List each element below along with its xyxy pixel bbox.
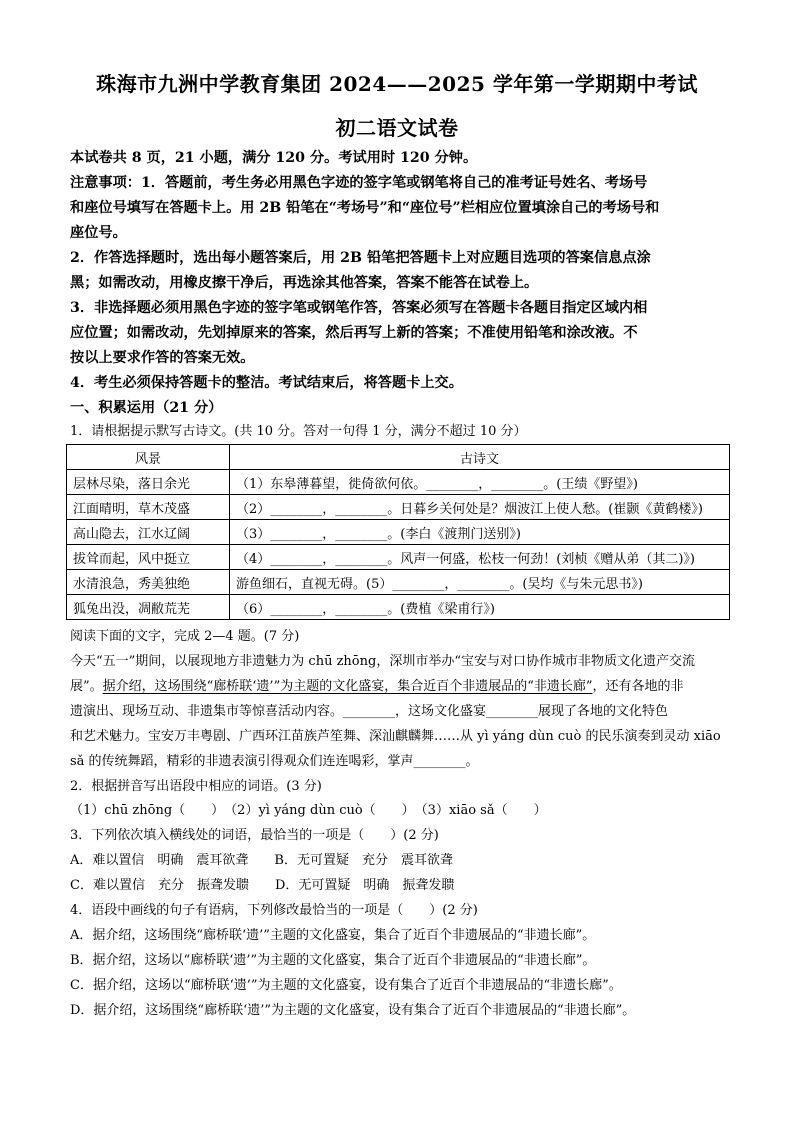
notice-line: 2．作答选择题时，选出每小题答案后，用 2B 铅笔把答题卡上对应题目选项的答案信息点涂 bbox=[70, 250, 651, 266]
question-4-option-b: B．据介绍，这场以“廊桥联‘遗’”为主题的文化盛宴，集合了近百个非遗展品的“非遗长廊”。 bbox=[70, 953, 596, 968]
passage-line: 今天“五一”期间，以展现地方非遗魅力为 chū zhōng，深圳市举办“宝安与对口协作城市非物质文化遗产交流 bbox=[70, 654, 695, 669]
question-1: 1．请根据提示默写古诗文。(共 10 分。答对一句得 1 分，满分不超过 10 分） bbox=[70, 424, 527, 439]
passage-text: 展”。 bbox=[70, 679, 103, 694]
question-4-option-a: A．据介绍，这场围绕“廊桥联‘遗’”主题的文化盛宴，集合了近百个非遗展品的“非遗长廊”。 bbox=[70, 928, 596, 943]
question-3-options: C．难以置信 充分 振聋发聩 D．无可置疑 明确 振聋发聩 bbox=[70, 878, 455, 893]
question-2: 2．根据拼音写出语段中相应的词语。(3 分) bbox=[70, 779, 322, 794]
table-row bbox=[67, 570, 730, 595]
passage-line: 和艺术魅力。宝安万丰粤剧、广西环江苗族芦笙舞、深汕麒麟舞……从 yì yáng dùn cuò 的民乐演奏到灵动 xiāo bbox=[70, 729, 721, 744]
table-row bbox=[67, 595, 730, 620]
table-header-row bbox=[67, 445, 730, 470]
scenery-cell: 狐兔出没，凋敝荒芜 bbox=[67, 595, 230, 620]
table-row bbox=[67, 495, 730, 520]
question-2-items: （1）chū zhōng（ ） （2）yì yáng dùn cuò（ ） （3）xiāo sǎ（ ） bbox=[70, 803, 547, 818]
passage-line: 遗演出、现场互动、非遗集市等惊喜活动内容。________，这场文化盛宴________展现了各地的文化特色 bbox=[70, 704, 669, 719]
exam-info: 本试卷共 8 页，21 小题，满分 120 分。考试用时 120 分钟。 bbox=[70, 150, 478, 166]
passage-line bbox=[70, 674, 726, 699]
poem-table bbox=[66, 444, 730, 620]
question-3: 3．下列依次填入横线处的词语，最恰当的一项是（ ）(2 分) bbox=[70, 828, 439, 843]
scenery-cell: 层林尽染，落日余光 bbox=[67, 470, 230, 495]
notice-line: 3．非选择题必须用黑色字迹的签字笔或钢笔作答，答案必须写在答题卡各题目指定区域内相 bbox=[70, 300, 648, 316]
poem-cell: （4）________，________。风声一何盛，松枝一何劲！(刘桢《赠从弟（其二)》) bbox=[230, 545, 730, 570]
poem-cell: （2）________，________。日暮乡关何处是？烟波江上使人愁。(崔颢《黄鹤楼》) bbox=[230, 495, 730, 520]
question-4: 4．语段中画线的句子有语病，下列修改最恰当的一项是（ ）(2 分) bbox=[70, 903, 478, 918]
column-header: 风景 bbox=[67, 445, 230, 470]
reading-instruction: 阅读下面的文字，完成 2—4 题。(7 分) bbox=[70, 629, 300, 644]
question-3-options: A．难以置信 明确 震耳欲聋 B．无可置疑 充分 震耳欲聋 bbox=[70, 853, 453, 868]
notice-line: 4．考生必须保持答题卡的整洁。考试结束后，将答题卡上交。 bbox=[70, 375, 463, 391]
notice-line: 应位置；如需改动，先划掉原来的答案，然后再写上新的答案；不准使用铅笔和涂改液。不 bbox=[70, 325, 638, 341]
notice-line: 注意事项：1．答题前，考生务必用黑色字迹的签字笔或钢笔将自己的准考证号姓名、考场号 bbox=[70, 175, 648, 191]
exam-title: 珠海市九洲中学教育集团 2024——2025 学年第一学期期中考试 bbox=[96, 72, 698, 96]
scenery-cell: 江面晴明，草木茂盛 bbox=[67, 495, 230, 520]
column-header: 古诗文 bbox=[230, 445, 730, 470]
scenery-cell: 拔耸而起，风中挺立 bbox=[67, 545, 230, 570]
poem-cell: （3）________，________。(李白《渡荆门送别》) bbox=[230, 520, 730, 545]
question-4-option-c: C．据介绍，这场以“廊桥联‘遗’”为主题的文化盛宴，设有集合了近百个非遗展品的“非遗长廊”。 bbox=[70, 978, 622, 993]
passage-text: ，还有各地的非 bbox=[592, 679, 684, 694]
poem-cell: 游鱼细石，直视无碍。(5）________，________。(吴均《与朱元思书》) bbox=[230, 570, 730, 595]
notice-line: 按以上要求作答的答案无效。 bbox=[70, 350, 255, 366]
underlined-sentence: 据介绍，这场围绕“廊桥联‘遗’”为主题的文化盛宴，集合近百个非遗展品的“非遗长廊” bbox=[102, 679, 593, 694]
notice-line: 和座位号填写在答题卡上。用 2B 铅笔在“考场号”和“座位号”栏相应位置填涂自己的考场号和 bbox=[70, 200, 660, 216]
exam-subtitle: 初二语文试卷 bbox=[335, 116, 459, 140]
scenery-cell: 水清浪急，秀美独绝 bbox=[67, 570, 230, 595]
poem-cell: （1）东皋薄暮望，徙倚欲何依。________，________。(王绩《野望》) bbox=[230, 470, 730, 495]
table-row bbox=[67, 520, 730, 545]
table-row bbox=[67, 545, 730, 570]
passage-line: sǎ 的传统舞蹈，精彩的非遗表演引得观众们连连喝彩，掌声________。 bbox=[70, 754, 479, 769]
notice-line: 黑；如需改动，用橡皮擦干净后，再选涂其他答案，答案不能答在试卷上。 bbox=[70, 275, 539, 291]
table-row bbox=[67, 470, 730, 495]
scenery-cell: 高山隐去，江水辽阔 bbox=[67, 520, 230, 545]
poem-cell: （6）________，________。(费植《梁甫行》) bbox=[230, 595, 730, 620]
question-4-option-d: D．据介绍，这场围绕“廊桥联‘遗’”为主题的文化盛宴，设有集合了近百个非遗展品的“非遗长廊”。 bbox=[70, 1003, 636, 1018]
section-heading: 一、积累运用（21 分） bbox=[70, 400, 223, 416]
notice-line: 座位号。 bbox=[70, 225, 127, 241]
